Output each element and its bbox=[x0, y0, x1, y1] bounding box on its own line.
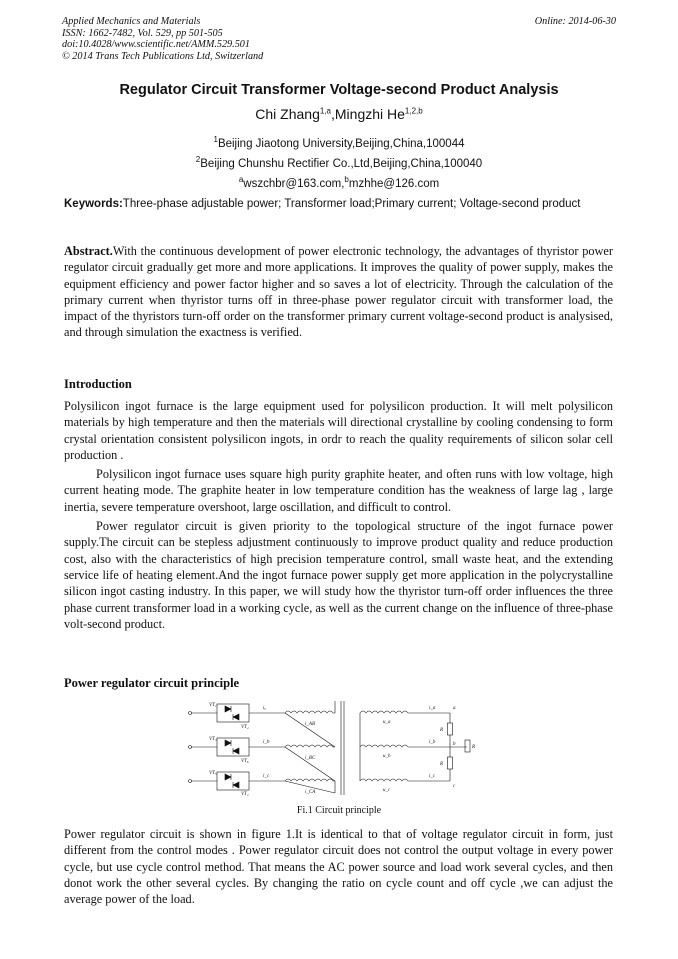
label-vt2: VT₂ bbox=[241, 792, 249, 797]
email-sup: b bbox=[344, 174, 349, 184]
keywords-label: Keywords: bbox=[64, 198, 123, 210]
keywords-text: Three-phase adjustable power; Transformer load;Primary current; Voltage-second product bbox=[122, 198, 581, 210]
email-text: wszchbr@163.com, bbox=[243, 177, 345, 190]
email-text: mzhhe@126.com bbox=[348, 177, 440, 190]
label-uc: u_c bbox=[383, 788, 391, 793]
copyright-line: © 2014 Trans Tech Publications Ltd, Switzerland bbox=[62, 50, 264, 62]
email-line bbox=[0, 172, 678, 192]
label-sec-ib: i_b bbox=[429, 740, 436, 745]
label-ib: i_b bbox=[263, 740, 270, 745]
label-vt3: VT₃ bbox=[209, 737, 217, 742]
phase-c-input bbox=[189, 772, 286, 790]
journal-header bbox=[62, 16, 616, 62]
transformer-primary bbox=[285, 701, 335, 793]
label-node-a: a bbox=[453, 706, 456, 711]
aff-text: Beijing Chunshu Rectifier Co.,Ltd,Beijing,China,100040 bbox=[200, 157, 483, 170]
label-ica: i_CA bbox=[305, 790, 316, 795]
label-ia: iₐ bbox=[263, 706, 266, 711]
label-ub: u_b bbox=[383, 754, 391, 759]
affiliation-2 bbox=[0, 152, 678, 172]
paragraph: Polysilicon ingot furnace uses square high purity graphite heater, and often runs with low voltage, high current heating mode. The graphite heater in low temperature condition has the weakness of large lag , large inertia, severe temperature overshoot, large oscillation, and difficult to control. bbox=[64, 467, 613, 514]
keywords bbox=[64, 197, 613, 212]
label-ic: i_c bbox=[263, 774, 270, 779]
online-date: Online: 2014-06-30 bbox=[534, 16, 616, 27]
label-vt1: VT₁ bbox=[209, 703, 217, 708]
journal-name: Applied Mechanics and Materials bbox=[62, 16, 201, 27]
introduction-body bbox=[64, 398, 613, 635]
transformer-secondary bbox=[360, 711, 450, 781]
author-sup: 1,2,b bbox=[404, 106, 423, 116]
aff-sup: 1 bbox=[213, 135, 218, 144]
paragraph: Power regulator circuit is given priority to the topological structure of the ingot furnace power supply.The circuit can be stepless adjustment continuously to improve product quality and reduce production cost, also with the characteristics of high precision temperature control, small waste heat, and the extending service life of heating element.And the ingot furnace power supply get more application in the polycrystalline silicon ingot casting industry. In this paper, we will study how the thyristor turn-off order influences the three phase current transformer load in a working cycle, as well as the current change on the influence of three-phase volt-second product. bbox=[64, 519, 613, 631]
label-iab: i_AB bbox=[305, 722, 315, 727]
label-vt4: VT₄ bbox=[241, 725, 249, 730]
label-node-b: b bbox=[453, 742, 456, 747]
author-name: Chi Zhang bbox=[255, 106, 320, 122]
label-rb: R bbox=[440, 762, 444, 767]
aff-text: Beijing Jiaotong University,Beijing,China,100044 bbox=[217, 137, 465, 150]
issn-line: ISSN: 1662-7482, Vol. 529, pp 501-505 bbox=[62, 27, 223, 39]
section-heading-introduction: Introduction bbox=[64, 377, 132, 391]
label-ibc: i_BC bbox=[305, 756, 316, 761]
section-heading-principle: Power regulator circuit principle bbox=[64, 676, 240, 690]
label-rc: R bbox=[472, 745, 476, 750]
label-ra: R bbox=[440, 728, 444, 733]
label-node-c: c bbox=[453, 784, 456, 789]
label-vt6: VT₆ bbox=[241, 759, 249, 764]
phase-a-input bbox=[189, 704, 286, 722]
load-resistors bbox=[448, 713, 471, 781]
abstract bbox=[64, 243, 613, 341]
label-sec-ic: i_c bbox=[429, 774, 436, 779]
email-sup: a bbox=[238, 174, 244, 184]
affiliation-1 bbox=[0, 132, 678, 152]
principle-paragraph: Power regulator circuit is shown in figure 1.It is identical to that of voltage regulator circuit in form, just different from the control modes . Power regulator circuit does not control the output voltage in every power cycle, but use cycle control method. That means the AC power source and load work several cycles, and then donot work the other several cycles. By changing the ratio on cycle count and off cycle ,we can adjust the average power of the load. bbox=[64, 827, 613, 907]
paper-title: Regulator Circuit Transformer Voltage-second Product Analysis bbox=[119, 82, 559, 98]
doi-line: doi:10.4028/www.scientific.net/AMM.529.501 bbox=[62, 39, 250, 51]
figure-caption: Fi.1 Circuit principle bbox=[296, 805, 382, 816]
phase-b-input bbox=[189, 738, 286, 756]
author-line: Chi Zhang$^{1,a}$,Mingzhi He$^{1,2,b}$ bbox=[255, 106, 423, 122]
paragraph: Polysilicon ingot furnace is the large equipment used for polysilicon production. It will melt polysilicon materials by high temperature and then the materials will directional crystalline by cooling condensing to form crystal orientation consistent polysilicon ingots, in ordr to reach the quality requirements of silicon solar cell production . bbox=[64, 399, 613, 462]
abstract-text: With the continuous development of power electronic technology, the advantages of thyristor power regulator circuit gradually get more and more applications. It improves the quality of power supply, makes the equipment efficiency and power factor higher and so saves a lot of electricity. Through the calculation of the primary current when thyristor turns off in three-phase power regulator circuit with transformer load, the impact of the thyristors turn-off order on the transformer primary current voltage-second product is analysised, and through simulation the exactness is verified. bbox=[64, 244, 613, 340]
author-name: Mingzhi He bbox=[334, 106, 405, 122]
label-ua: u_a bbox=[383, 720, 391, 725]
aff-sup: 2 bbox=[195, 154, 201, 164]
affiliations bbox=[0, 132, 678, 191]
circuit-diagram bbox=[185, 695, 485, 800]
label-vt5: VT₅ bbox=[209, 771, 217, 776]
label-sec-ia: i_a bbox=[429, 706, 436, 711]
abstract-label: Abstract. bbox=[64, 244, 113, 258]
author-sup: 1,a bbox=[319, 106, 331, 116]
